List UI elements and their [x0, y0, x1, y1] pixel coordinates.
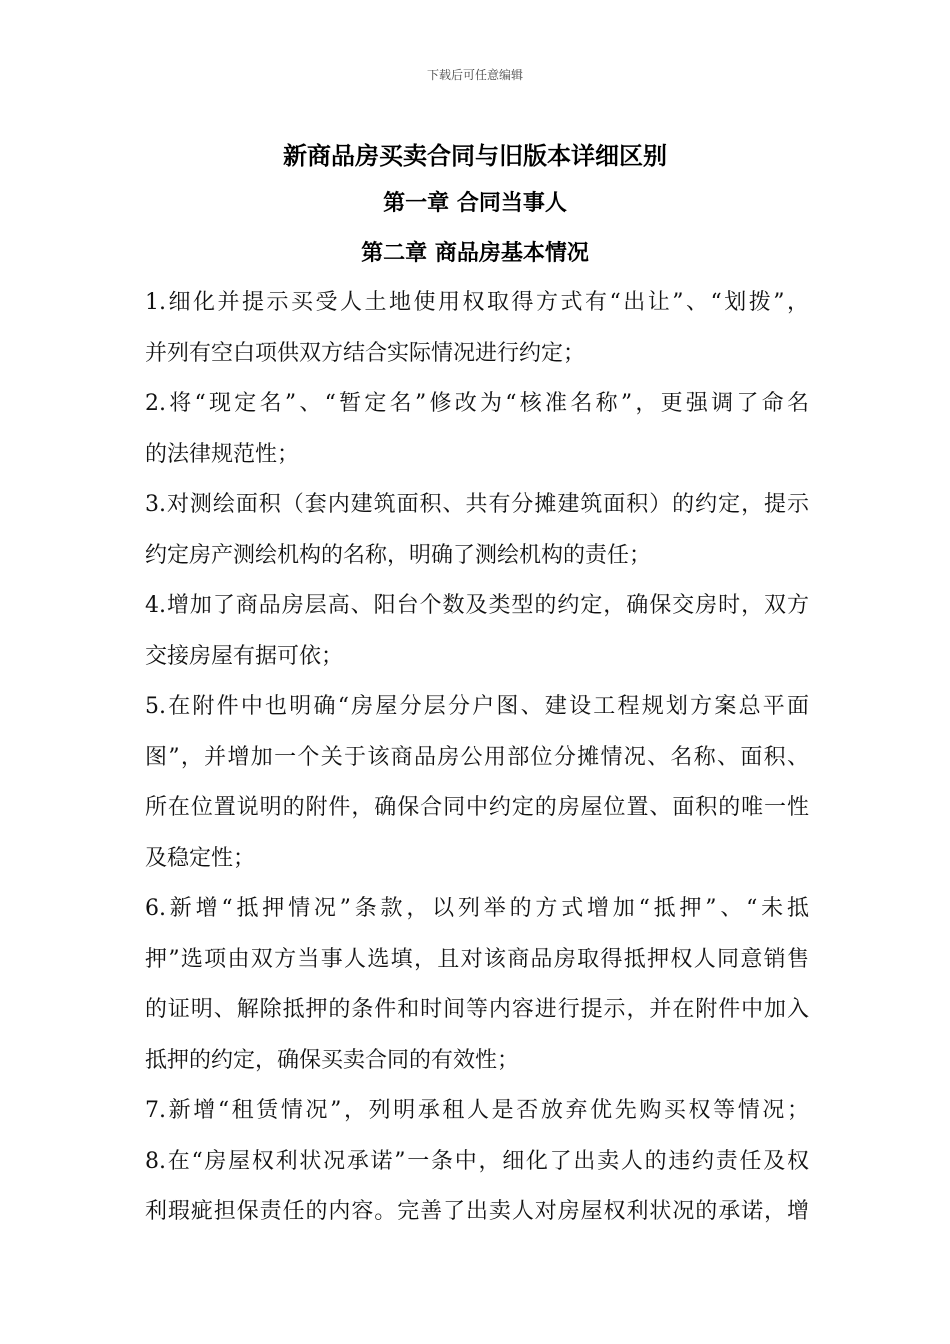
- text-line: 押”选项由双方当事人选填，且对该商品房取得抵押权人同意销售: [145, 946, 809, 972]
- text-line: 8.在“房屋权利状况承诺”一条中，细化了出卖人的违约责任及权: [145, 1148, 809, 1174]
- text-line: 1.细化并提示买受人土地使用权取得方式有“出让”、“划拨”，: [145, 290, 809, 315]
- text-line: 交接房屋有据可依；: [145, 643, 344, 669]
- text-line: 及稳定性；: [145, 845, 256, 871]
- text-line: 利瑕疵担保责任的内容。完善了出卖人对房屋权利状况的承诺，增: [145, 1199, 809, 1224]
- text-line: 约定房产测绘机构的名称，明确了测绘机构的责任；: [145, 542, 652, 568]
- text-line: 图”，并增加一个关于该商品房公用部位分摊情况、名称、面积、: [145, 744, 809, 770]
- text-line: 4.增加了商品房层高、阳台个数及类型的约定，确保交房时，双方: [145, 593, 809, 618]
- document-title: 新商品房买卖合同与旧版本详细区别: [283, 142, 667, 170]
- text-line: 6.新增“抵押情况”条款，以列举的方式增加“抵押”、“未抵: [145, 896, 809, 921]
- text-line: 5.在附件中也明确“房屋分层分户图、建设工程规划方案总平面: [145, 694, 809, 719]
- text-line: 所在位置说明的附件，确保合同中约定的房屋位置、面积的唯一性: [145, 795, 809, 820]
- text-line: 的法律规范性；: [145, 441, 300, 467]
- text-line: 3.对测绘面积（套内建筑面积、共有分摊建筑面积）的约定，提示: [145, 492, 809, 517]
- chapter-1-heading: 第一章 合同当事人: [383, 191, 567, 216]
- text-line: 7.新增“租赁情况”，列明承租人是否放弃优先购买权等情况；: [145, 1098, 809, 1123]
- text-line: 的证明、解除抵押的条件和时间等内容进行提示，并在附件中加入: [145, 997, 809, 1022]
- body-text: [145, 278, 809, 1238]
- text-line: 抵押的约定，确保买卖合同的有效性；: [145, 1047, 520, 1073]
- chapter-2-heading: 第二章 商品房基本情况: [361, 241, 589, 266]
- text-line: 并列有空白项供双方结合实际情况进行约定；: [145, 340, 586, 366]
- header-note: 下载后可任意编辑: [426, 68, 523, 82]
- text-line: 2.将“现定名”、“暂定名”修改为“核准名称”，更强调了命名: [145, 391, 809, 416]
